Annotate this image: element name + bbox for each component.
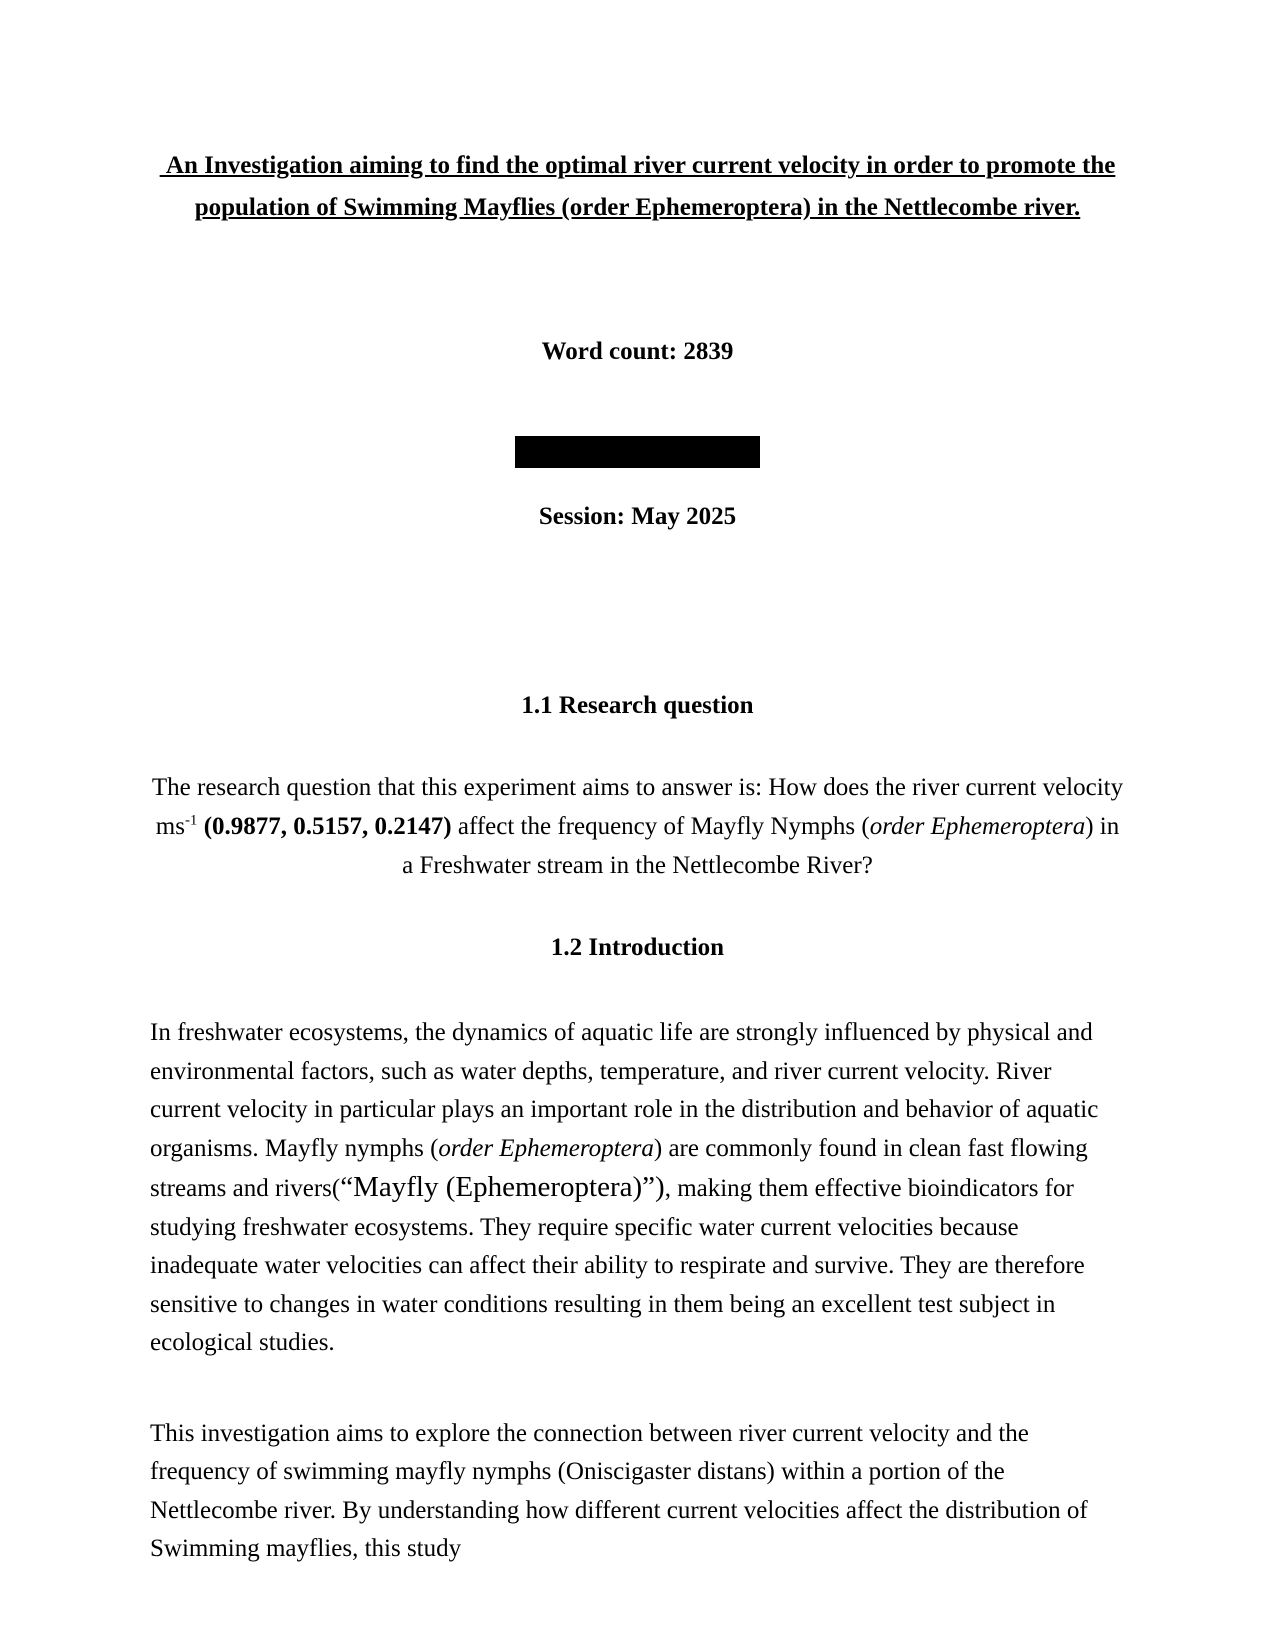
text-segment-italic: order Ephemeroptera [869, 813, 1086, 840]
document-title-line1 [150, 145, 1125, 187]
text-segment-normal: ) in a Freshwater stream in the Nettlecombe River? [402, 813, 1120, 879]
text-segment-big: “Mayfly (Ephemeroptera)”) [340, 1171, 665, 1203]
redacted-name-bar [515, 436, 760, 468]
text-segment-normal: ) are commonly found in clean fast flowing streams and rivers( [150, 1134, 1088, 1202]
text-segment-normal: In freshwater ecosystems, the dynamics of aquatic life are strongly influenced by physical and environmental factors, such as water depths, temperature, and river current velocity. River current velocity in particular plays an important role in the distribution and behavior of aquatic organisms. Mayfly nymphs ( [150, 1019, 1099, 1162]
text-segment-normal: , making them effective bioindicators for studying freshwater ecosystems. They require specific water current velocities because inadequate water velocities can affect their ability to respirate and survive. They are therefore sensitive to changes in water conditions resulting in them being an excellent test subject in ecological studies. [150, 1175, 1085, 1356]
text-segment-normal: This investigation aims to explore the connection between river current velocity and the frequency of swimming mayfly nymphs (Oniscigaster distans) within a portion of the Nettlecombe river. By understanding how different current velocities affect the distribution of Swimming mayflies, this study [150, 1419, 1088, 1562]
text-segment-italic: order Ephemeroptera [438, 1134, 654, 1162]
session-label: Session: May 2025 [538, 503, 737, 530]
document-title-line2 [150, 187, 1125, 229]
section-heading-introduction: 1.2 Introduction [550, 934, 725, 961]
section-heading-research-question: 1.1 Research question [521, 692, 754, 719]
text-segment-normal: affect the frequency of Mayfly Nymphs ( [451, 813, 870, 840]
text-segment-sup: -1 [184, 812, 198, 829]
document-title [150, 145, 1125, 229]
word-count: Word count: 2839 [541, 338, 734, 365]
document-title-line2-text: population of Swimming Mayflies (order Ephemeroptera) in the Nettlecombe river. [194, 194, 1081, 221]
research-question-paragraph [150, 768, 1125, 885]
document-title-line1-text: An Investigation aiming to find the optimal river current velocity in order to promote the [159, 152, 1116, 179]
intro-paragraph-2 [150, 1415, 1125, 1569]
text-segment-bold: (0.9877, 0.5157, 0.2147) [203, 813, 452, 840]
text-segment-normal: The research question that this experiment aims to answer is: How does the river current velocity ms [151, 774, 1124, 840]
intro-paragraph-1 [150, 1014, 1125, 1363]
